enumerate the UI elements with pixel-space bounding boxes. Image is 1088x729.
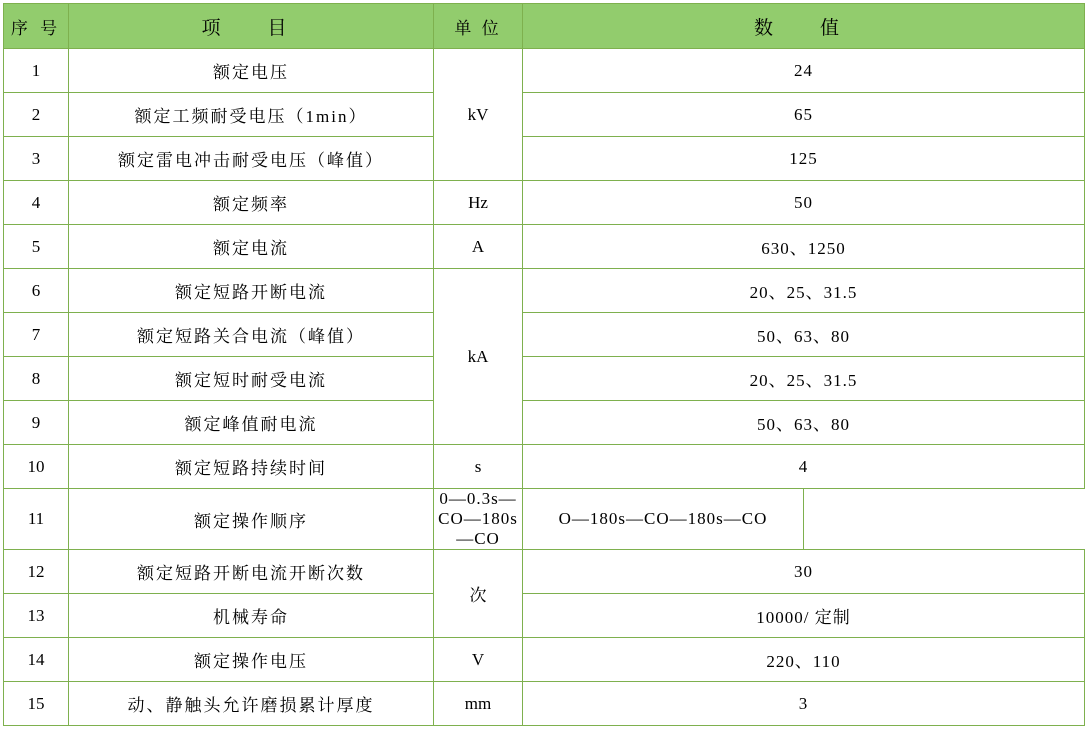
row-value-cell: 50: [523, 181, 1085, 225]
row-index-cell: 4: [4, 181, 69, 225]
specification-table: [3, 3, 1085, 726]
row-item-cell: 额定短路关合电流（峰值）: [69, 313, 434, 357]
row-unit-cell: kA: [434, 269, 523, 445]
table-row: [4, 682, 1085, 726]
header-cell-value: 数 值: [523, 4, 1085, 49]
row-unit-cell: 次: [434, 550, 523, 638]
table-body: [4, 49, 1085, 726]
row-item-cell: 额定短时耐受电流: [69, 357, 434, 401]
row-value-cell: 24: [523, 49, 1085, 93]
row-value-cell: 20、25、31.5: [523, 357, 1085, 401]
table-row: [4, 269, 1085, 313]
row-index-cell: 3: [4, 137, 69, 181]
table-row: [4, 181, 1085, 225]
row-item-cell: 额定操作电压: [69, 638, 434, 682]
row-item-cell: 额定短路开断电流开断次数: [69, 550, 434, 594]
table-row: [4, 594, 1085, 638]
row-index-cell: 13: [4, 594, 69, 638]
header-row: [4, 4, 1085, 49]
row-value-cell: 20、25、31.5: [523, 269, 1085, 313]
row-item-cell: 额定工频耐受电压（1min）: [69, 93, 434, 137]
row-value-cell: 630、1250: [523, 225, 1085, 269]
table-row: [4, 137, 1085, 181]
row-item-cell: 额定雷电冲击耐受电压（峰值）: [69, 137, 434, 181]
row-item-cell: 额定频率: [69, 181, 434, 225]
table-row: [4, 225, 1085, 269]
row-index-cell: 1: [4, 49, 69, 93]
row-item-cell: 额定电压: [69, 49, 434, 93]
row-unit-cell: Hz: [434, 181, 523, 225]
header-cell-no: 序 号: [4, 4, 69, 49]
row-item-cell: 额定短路持续时间: [69, 445, 434, 489]
row-unit-cell: mm: [434, 682, 523, 726]
header-cell-item: 项 目: [69, 4, 434, 49]
row-value-cell: 220、110: [523, 638, 1085, 682]
row-item-cell: 动、静触头允许磨损累计厚度: [69, 682, 434, 726]
row-value-cell: 30: [523, 550, 1085, 594]
row-index-cell: 11: [4, 489, 69, 550]
row-index-cell: 6: [4, 269, 69, 313]
table-row: [4, 638, 1085, 682]
table-row: [4, 445, 1085, 489]
row-value-cell: 4: [523, 445, 1085, 489]
row-value-cell: 0—0.3s—CO—180s—CO: [434, 489, 523, 550]
row-value-cell: 10000/ 定制: [523, 594, 1085, 638]
table-row: [4, 550, 1085, 594]
row-value-cell: 50、63、80: [523, 401, 1085, 445]
table-row: [4, 489, 1085, 550]
row-unit-cell: s: [434, 445, 523, 489]
row-item-cell: 额定短路开断电流: [69, 269, 434, 313]
row-value-cell: 65: [523, 93, 1085, 137]
table-row: [4, 313, 1085, 357]
row-index-cell: 14: [4, 638, 69, 682]
row-index-cell: 7: [4, 313, 69, 357]
row-index-cell: 2: [4, 93, 69, 137]
row-unit-cell: A: [434, 225, 523, 269]
table-row: [4, 401, 1085, 445]
row-index-cell: 15: [4, 682, 69, 726]
row-value-cell-alt: O—180s—CO—180s—CO: [523, 489, 804, 550]
row-index-cell: 5: [4, 225, 69, 269]
row-item-cell: 额定操作顺序: [69, 489, 434, 550]
row-value-cell: 125: [523, 137, 1085, 181]
row-unit-cell: kV: [434, 49, 523, 181]
table-row: [4, 49, 1085, 93]
row-index-cell: 12: [4, 550, 69, 594]
row-value-cell: 50、63、80: [523, 313, 1085, 357]
table-header: [4, 4, 1085, 49]
row-item-cell: 机械寿命: [69, 594, 434, 638]
table-row: [4, 357, 1085, 401]
row-index-cell: 8: [4, 357, 69, 401]
row-item-cell: 额定电流: [69, 225, 434, 269]
row-index-cell: 9: [4, 401, 69, 445]
row-value-cell: 3: [523, 682, 1085, 726]
table-row: [4, 93, 1085, 137]
row-item-cell: 额定峰值耐电流: [69, 401, 434, 445]
header-cell-unit: 单 位: [434, 4, 523, 49]
row-index-cell: 10: [4, 445, 69, 489]
row-unit-cell: V: [434, 638, 523, 682]
